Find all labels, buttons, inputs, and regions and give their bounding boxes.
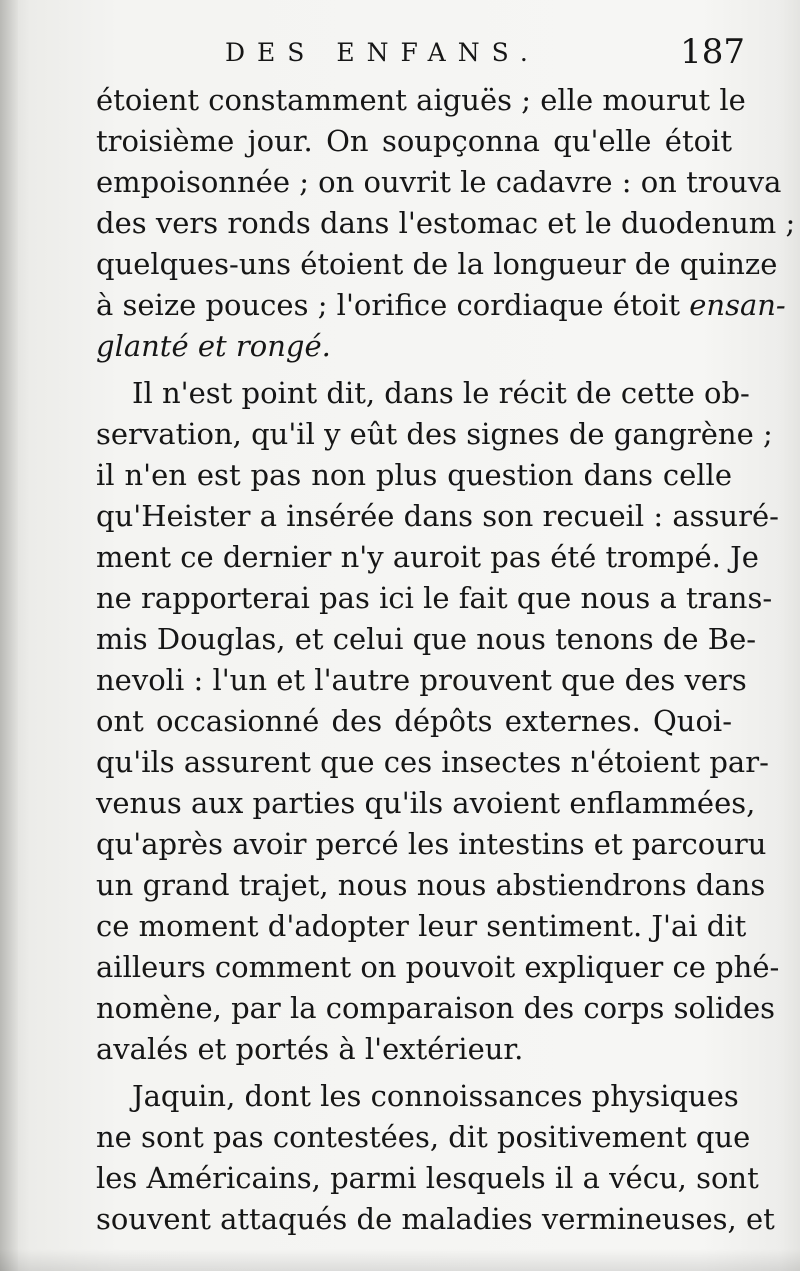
text-line: ne rapporterai pas ici le fait que nous a trans- <box>96 581 773 615</box>
text-line: nomène, par la comparaison des corps solides <box>96 991 776 1025</box>
page-gutter-edge <box>0 0 18 1271</box>
text-line: nevoli : l'un et l'autre prouvent que des vers <box>96 663 747 697</box>
text-line: avalés et portés à l'extérieur. <box>96 1032 524 1066</box>
page-number: 187 <box>680 32 745 72</box>
text-line: ont occasionné des dépôts externes. Quoi- <box>96 704 732 738</box>
running-title: DES ENFANS. <box>225 38 540 67</box>
text-line: ment ce dernier n'y auroit pas été trompé. Je <box>96 540 759 574</box>
text-line: étoient constamment aiguës ; elle mourut le <box>96 83 746 117</box>
text-segment: à seize pouces ; l'orifice cordiaque étoit <box>96 288 681 322</box>
italic-text-line: glanté et rongé. <box>96 329 331 363</box>
text-line: ce moment d'adopter leur sentiment. J'ai dit <box>96 909 747 943</box>
text-line: quelques-uns étoient de la longueur de quinze <box>96 247 778 281</box>
paragraph-first-line: Jaquin, dont les connoissances physiques <box>132 1079 739 1113</box>
text-line: empoisonnée ; on ouvrit le cadavre : on trouva <box>96 165 782 199</box>
text-line: ne sont pas contestées, dit positivement que <box>96 1120 751 1154</box>
page-bottom-shadow <box>0 1249 800 1271</box>
text-line: les Américains, parmi lesquels il a vécu, sont <box>96 1161 759 1195</box>
body-text <box>96 80 796 1250</box>
running-head <box>225 32 745 76</box>
text-line: mis Douglas, et celui que nous tenons de Be- <box>96 622 757 656</box>
text-line: servation, qu'il y eût des signes de gangrène ; <box>96 417 773 451</box>
text-line: qu'après avoir percé les intestins et parcouru <box>96 827 767 861</box>
text-line-with-italic <box>96 285 786 325</box>
text-line: il n'en est pas non plus question dans celle <box>96 458 732 492</box>
text-line: qu'Heister a insérée dans son recueil : assuré- <box>96 499 779 533</box>
text-line: ailleurs comment on pouvoit expliquer ce phé- <box>96 950 780 984</box>
text-line: qu'ils assurent que ces insectes n'étoient par- <box>96 745 769 779</box>
text-line: troisième jour. On soupçonna qu'elle étoit <box>96 124 732 158</box>
text-line: souvent attaqués de maladies vermineuses, et <box>96 1202 775 1236</box>
text-line: des vers ronds dans l'estomac et le duodenum ; <box>96 206 796 240</box>
italic-text-segment: ensan- <box>689 288 786 322</box>
text-line: un grand trajet, nous nous abstiendrons dans <box>96 868 766 902</box>
text-line: venus aux parties qu'ils avoient enflammées, <box>96 786 756 820</box>
paragraph-first-line: Il n'est point dit, dans le récit de cette ob- <box>132 376 750 410</box>
